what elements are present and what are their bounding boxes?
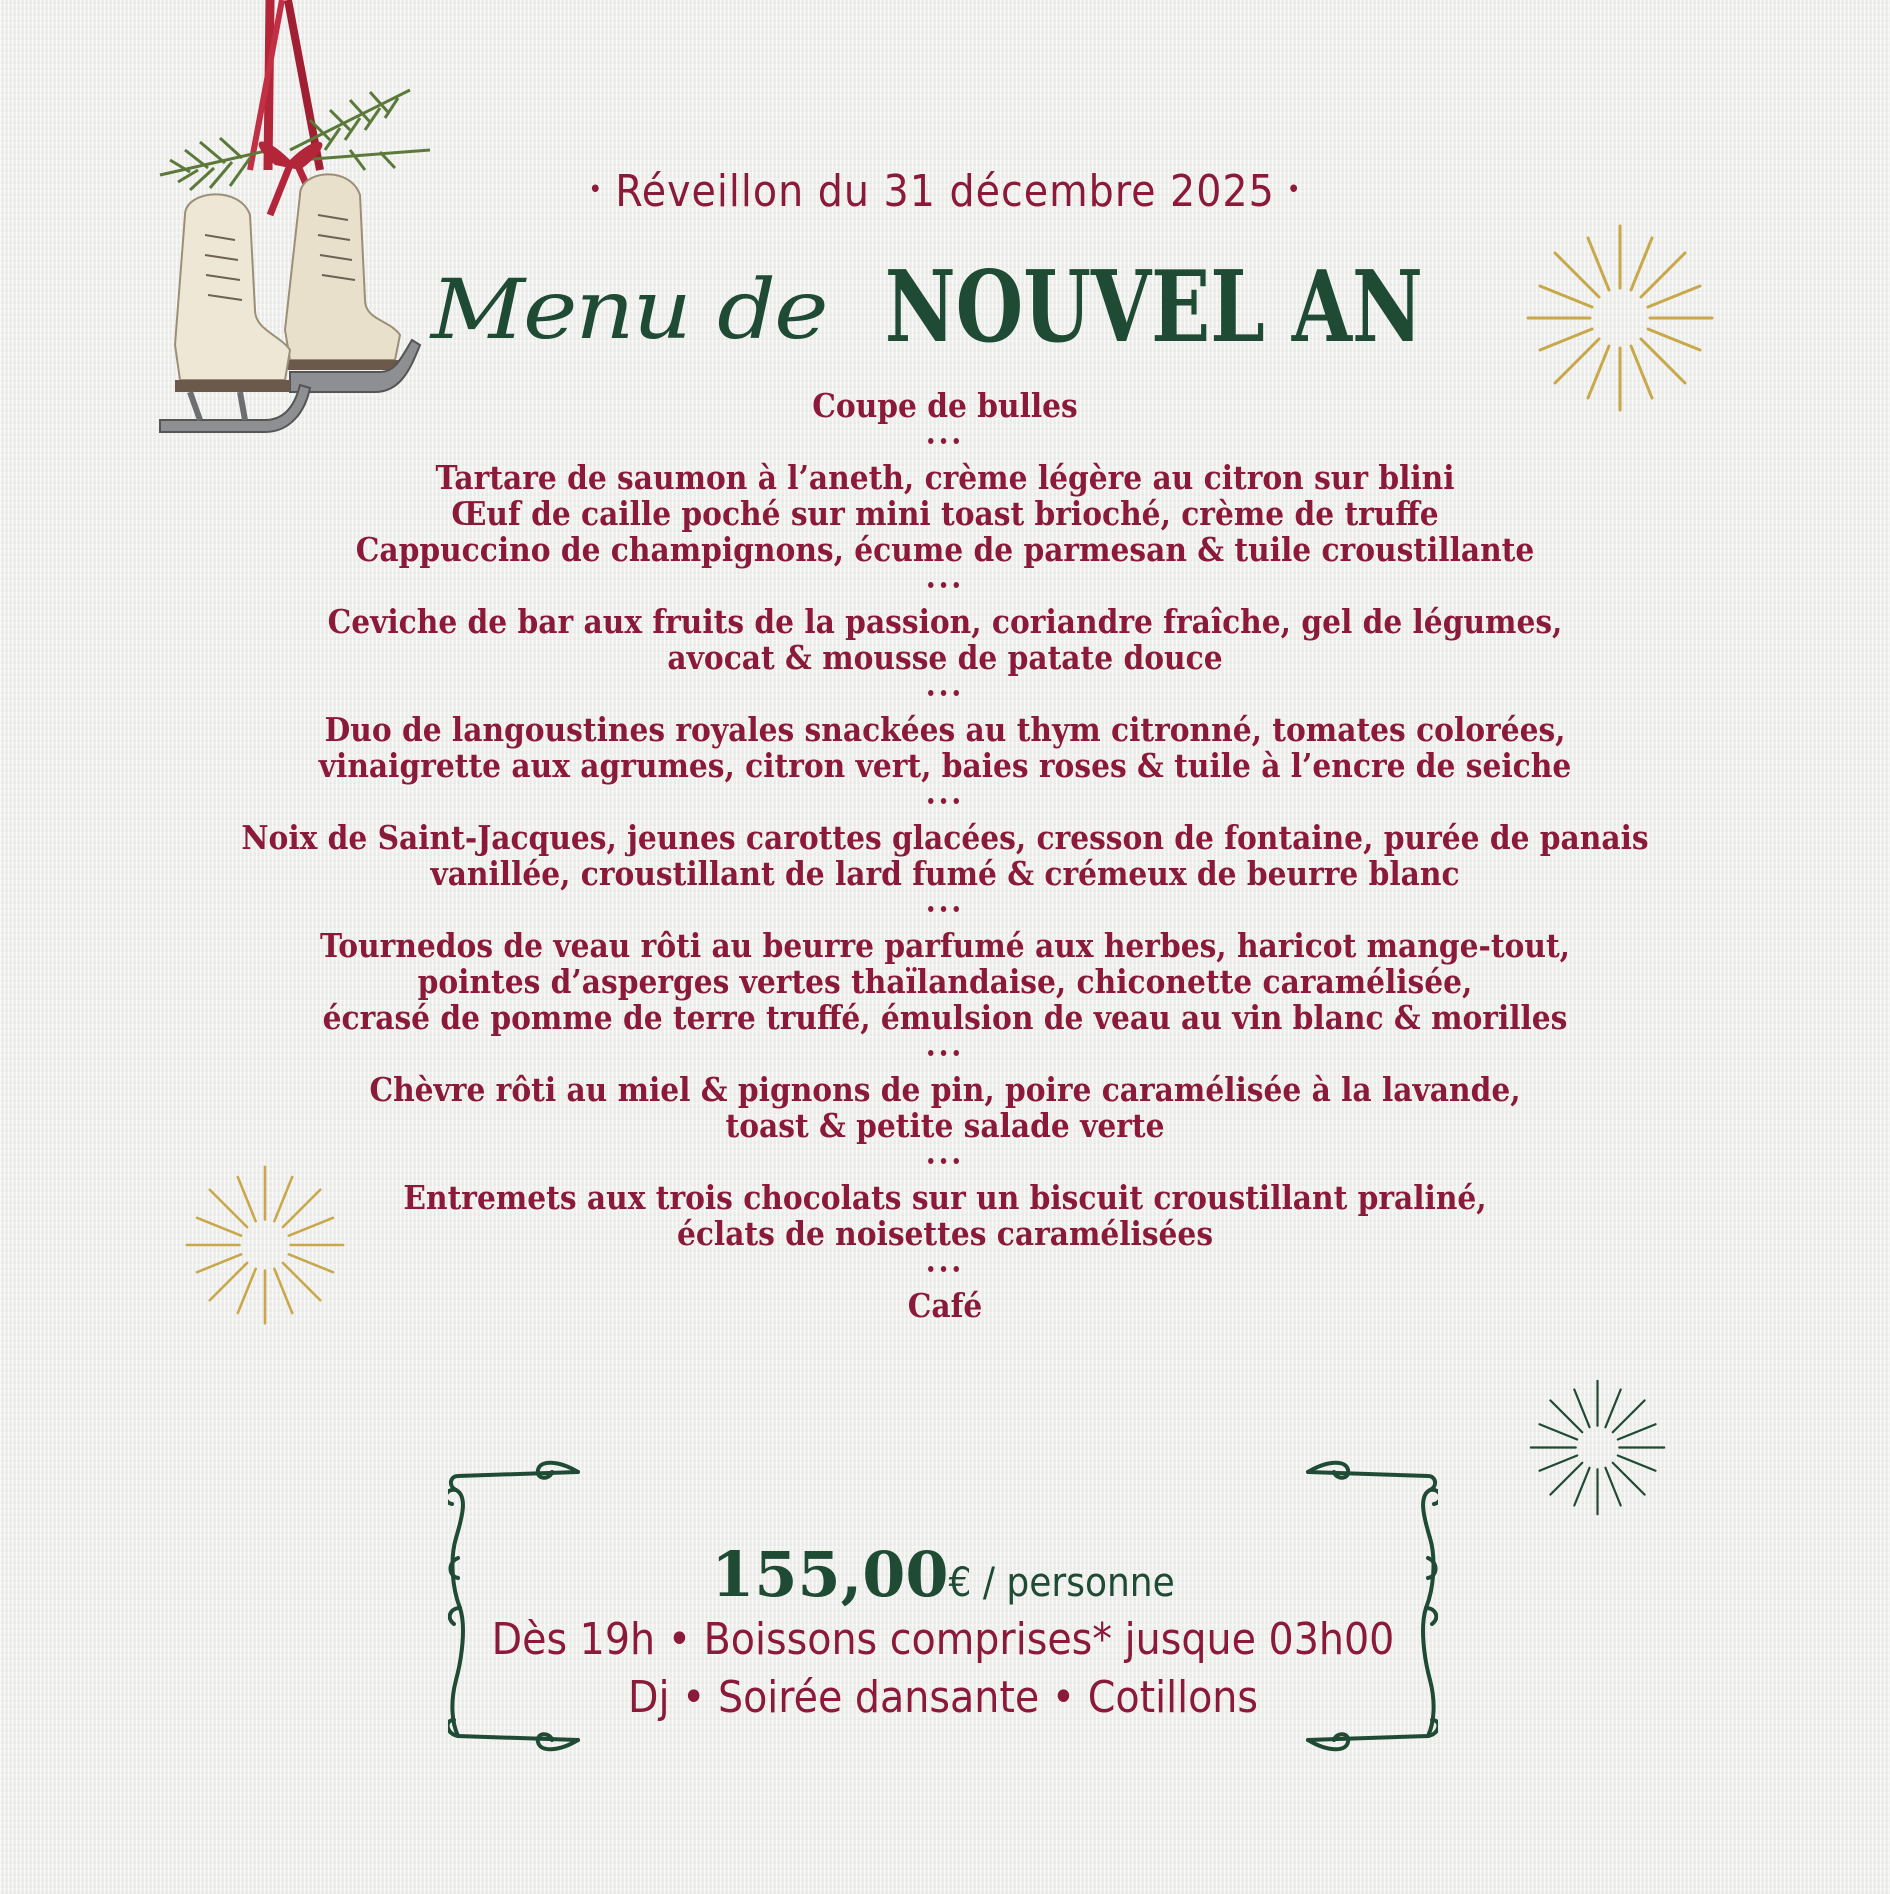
price-amount: 155,00 <box>711 1538 949 1611</box>
subtitle-text: Réveillon du 31 décembre 2025 <box>615 166 1275 217</box>
course-separator: ••• <box>925 1152 965 1172</box>
menu-course-line: Coupe de bulles <box>812 386 1078 425</box>
firework-green-icon <box>1525 1375 1670 1520</box>
bullet-dot: • <box>588 175 604 205</box>
title-script-text: Menu de <box>430 261 827 358</box>
menu-course-line: écrasé de pomme de terre truffé, émulsion de veau au vin blanc & morilles <box>322 998 1568 1037</box>
menu-course-line: Duo de langoustines royales snackées au thym citronné, tomates colorées, <box>324 710 1566 749</box>
bullet-dot: • <box>1286 175 1302 205</box>
event-info-hours: Dès 19h • Boissons comprises* jusque 03h00 <box>491 1614 1395 1665</box>
menu-course-line: avocat & mousse de patate douce <box>667 638 1223 677</box>
menu-course-line: Tournedos de veau rôti au beurre parfumé aux herbes, haricot mange-tout, <box>319 926 1570 965</box>
menu-course-line: vinaigrette aux agrumes, citron vert, baies roses & tuile à l’encre de seiche <box>318 746 1572 785</box>
menu-course-line: Tartare de saumon à l’aneth, crème légère au citron sur blini <box>435 458 1455 497</box>
price-unit: € / personne <box>948 1560 1175 1606</box>
menu-course-line: Café <box>907 1286 983 1325</box>
price-line <box>448 1538 1438 1611</box>
title-main-text: NOUVEL AN <box>884 250 1423 365</box>
menu-course-line: Chèvre rôti au miel & pignons de pin, poire caramélisée à la lavande, <box>369 1070 1521 1109</box>
event-subtitle <box>0 166 1890 217</box>
menu-course-line: éclats de noisettes caramélisées <box>676 1214 1214 1253</box>
menu-course-line: vanillée, croustillant de lard fumé & crémeux de beurre blanc <box>430 854 1460 893</box>
course-separator: ••• <box>925 792 965 812</box>
event-info-activities: Dj • Soirée dansante • Cotillons <box>627 1672 1259 1723</box>
menu-course-line: Œuf de caille poché sur mini toast brioché, crème de truffe <box>451 494 1439 533</box>
menu-list <box>0 388 1890 1324</box>
course-separator: ••• <box>925 900 965 920</box>
course-separator: ••• <box>925 576 965 596</box>
menu-course-line: Ceviche de bar aux fruits de la passion, coriandre fraîche, gel de légumes, <box>327 602 1563 641</box>
course-separator: ••• <box>925 1260 965 1280</box>
course-separator: ••• <box>925 432 965 452</box>
ice-skates-illustration <box>150 0 480 440</box>
course-separator: ••• <box>925 684 965 704</box>
menu-course-line: Cappuccino de champignons, écume de parmesan & tuile croustillante <box>355 530 1535 569</box>
menu-course-line: Noix de Saint-Jacques, jeunes carottes glacées, cresson de fontaine, purée de panais <box>241 818 1649 857</box>
menu-course-line: pointes d’asperges vertes thaïlandaise, chiconette caramélisée, <box>417 962 1473 1001</box>
course-separator: ••• <box>925 1044 965 1064</box>
menu-course-line: toast & petite salade verte <box>725 1106 1165 1145</box>
price-box <box>448 1458 1438 1758</box>
menu-course-line: Entremets aux trois chocolats sur un biscuit croustillant praliné, <box>403 1178 1487 1217</box>
page-title <box>0 250 1890 365</box>
